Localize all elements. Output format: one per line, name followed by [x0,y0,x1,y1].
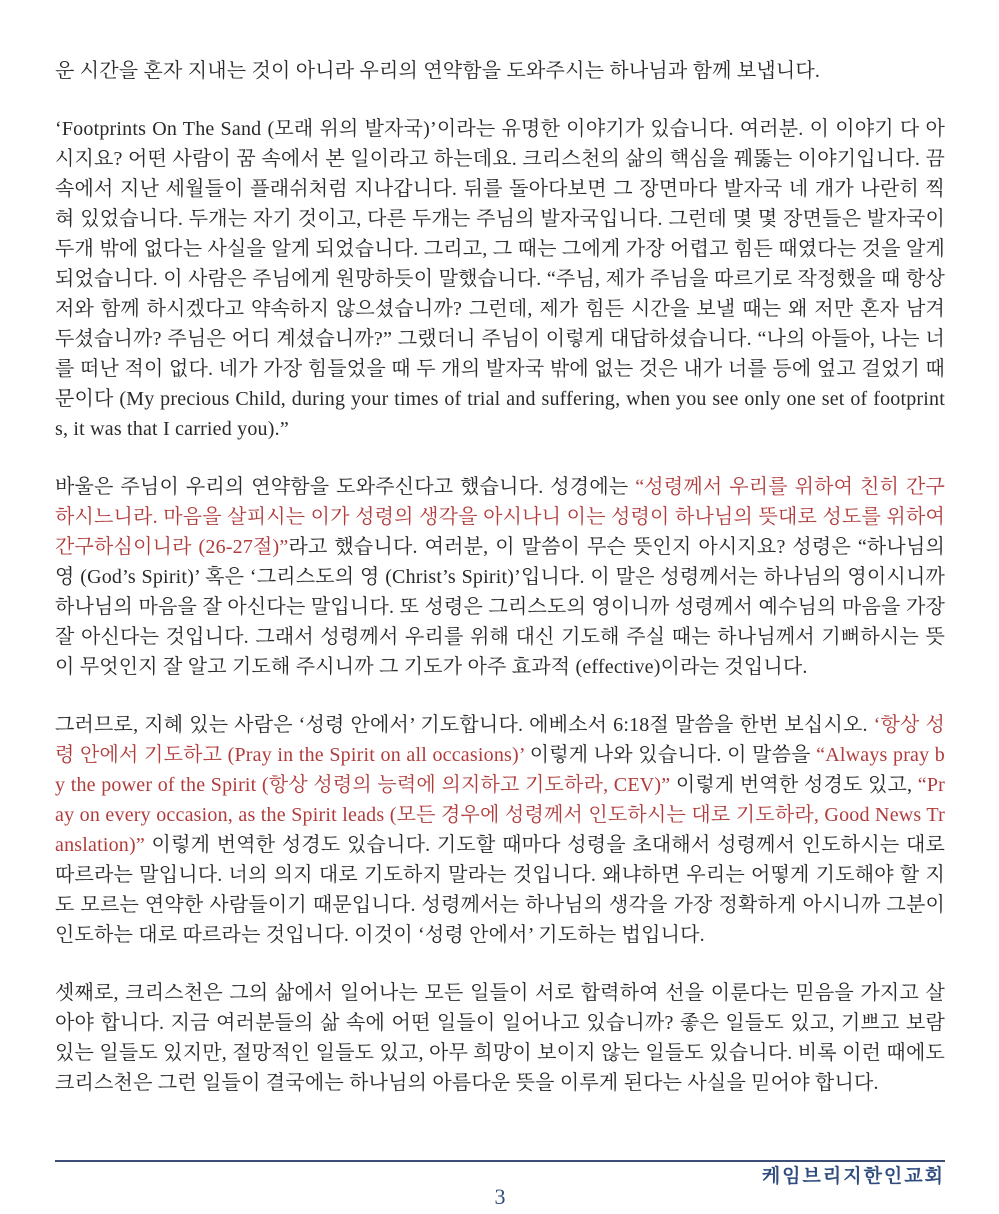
text-segment: 이렇게 번역한 성경도 있고, [670,774,918,796]
page-number: 3 [494,1184,506,1209]
document-body [55,56,945,1098]
scripture-highlight: ‘항상 성령 안에서 기도하고 (Pray in the Spirit on all occasions)’ [55,714,945,766]
paragraph [55,56,945,86]
scripture-highlight: “Pray on every occasion, as the Spirit leads (모든 경우에 성령께서 인도하시는 대로 기도하라, Good News Translation)” [55,774,946,856]
text-segment: 셋째로, 크리스천은 그의 삶에서 일어나는 모든 일들이 서로 합력하여 선을 이룬다는 믿음을 가지고 살아야 합니다. 지금 여러분들의 삶 속에 어떤 일들이 일어나고 있습니까? 좋은 일들도 있고, 기쁘고 보람 있는 일들도 있지만, 절망적인 일들도 있고, 아무 희망이 보이지 않는 일들도 있습니다. 비록 이런 때에도 크리스천은 그런 일들이 결국에는 하나님의 아름다운 뜻을 이루게 된다는 사실을 믿어야 합니다. [55,982,945,1094]
scripture-highlight: “Always pray by the power of the Spirit (항상 성령의 능력에 의지하고 기도하라, CEV)” [55,744,946,796]
text-segment: 바울은 주님이 우리의 연약함을 도와주신다고 했습니다. 성경에는 [55,476,636,498]
paragraph [55,978,945,1098]
paragraph [55,710,945,950]
scripture-highlight: “성령께서 우리를 위하여 친히 간구하시느니라. 마음을 살피시는 이가 성령의 생각을 아시나니 이는 성령이 하나님의 뜻대로 성도를 위하여 간구하심이니라 (26-27절)” [55,476,945,558]
paragraph [55,472,945,682]
page-footer [55,1160,945,1209]
text-segment: 이렇게 번역한 성경도 있습니다. 기도할 때마다 성령을 초대해서 성령께서 인도하시는 대로 따르라는 말입니다. 너의 의지 대로 기도하지 말라는 것입니다. 왜냐하면 우리는 어떻게 기도해야 할 지도 모르는 연약한 사람들이기 때문입니다. 성령께서는 하나님의 생각을 가장 정확하게 아시니까 그분이 인도하는 대로 따르라는 것입니다. 이것이 ‘성령 안에서’ 기도하는 법입니다. [55,834,945,946]
text-segment: 라고 했습니다. 여러분, 이 말씀이 무슨 뜻인지 아시지요? 성령은 “하나님의 영 (God’s Spirit)’ 혹은 ‘그리스도의 영 (Christ’s Spirit)’입니다. 이 말은 성령께서는 하나님의 영이시니까 하나님의 마음을 잘 아신다는 말입니다. 또 성령은 그리스도의 영이니까 성령께서 예수님의 마음을 가장 잘 아신다는 것입니다. 그래서 성령께서 우리를 위해 대신 기도해 주실 때는 하나님께서 기뻐하시는 뜻이 무엇인지 잘 알고 기도해 주시니까 그 기도가 아주 효과적 (effective)이라는 것입니다. [55,536,945,678]
text-segment: 운 시간을 혼자 지내는 것이 아니라 우리의 연약함을 도와주시는 하나님과 함께 보냅니다. [55,60,821,82]
text-segment: 이렇게 나와 있습니다. 이 말씀을 [525,744,817,766]
footer-divider [55,1160,945,1162]
text-segment: ‘Footprints On The Sand (모래 위의 발자국)’이라는 유명한 이야기가 있습니다. 여러분. 이 이야기 다 아시지요? 어떤 사람이 꿈 속에서 본 일이라고 하는데요. 크리스천의 삶의 핵심을 꿰뚫는 이야기입니다. 끔 속에서 지난 세월들이 플래쉬처럼 지나갑니다. 뒤를 돌아다보면 그 장면마다 발자국 네 개가 나란히 찍혀 있었습니다. 두개는 자기 것이고, 다른 두개는 주님의 발자국입니다. 그런데 몇 몇 장면들은 발자국이 두개 밖에 없다는 사실을 알게 되었습니다. 그리고, 그 때는 그에게 가장 어렵고 힘든 때였다는 것을 알게 되었습니다. 이 사람은 주님에게 원망하듯이 말했습니다. “주님, 제가 주님을 따르기로 작정했을 때 항상 저와 함께 하시겠다고 약속하지 않으셨습니까? 그런데, 제가 힘든 시간을 보낼 때는 왜 저만 혼자 남겨 두셨습니까? 주님은 어디 계셨습니까?” 그랬더니 주님이 이렇게 대답하셨습니다. “나의 아들아, 나는 너를 떠난 적이 없다. 네가 가장 힘들었을 때 두 개의 발자국 밖에 없는 것은 내가 너를 등에 엎고 걸었기 때문이다 (My precious Child, during your times of trial and suffering, when you see only one set of footprints, it was that I carried you).” [55,118,945,440]
church-name: 케임브리지한인교회 [761,1166,945,1187]
text-segment: 그러므로, 지혜 있는 사람은 ‘성령 안에서’ 기도합니다. 에베소서 6:18절 말씀을 한번 보십시오. [55,714,874,736]
paragraph [55,114,945,444]
